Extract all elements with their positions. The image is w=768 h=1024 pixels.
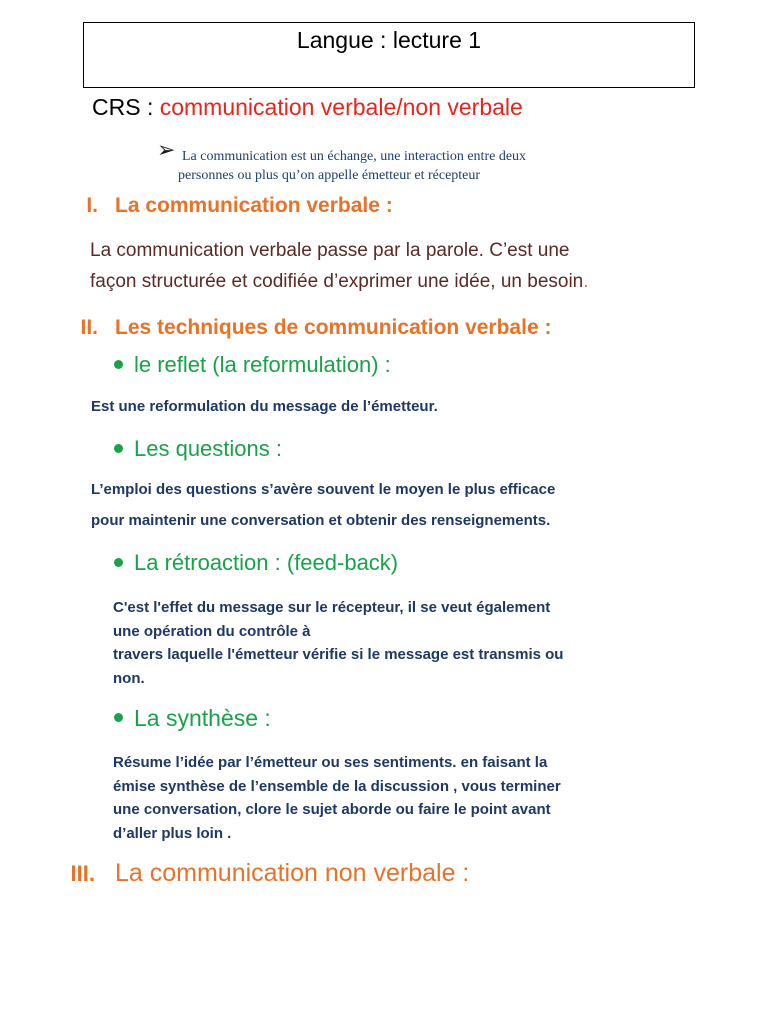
technique-synthese-text: Résume l’idée par l’émetteur ou ses sentiments. en faisant la émise synthèse de l’ensemble de la discussion , vous terminer une conversation, clore le sujet aborde ou faire le point avant d’aller plus loin . xyxy=(113,754,561,842)
section-2-number: II. xyxy=(80,316,98,339)
bullet-dot-icon xyxy=(114,713,123,722)
technique-synthese: La synthèse : xyxy=(114,705,271,732)
technique-questions-line-1: L’emploi des questions s’avère souvent le moyen le plus efficace xyxy=(91,481,556,498)
course-prefix: CRS : xyxy=(92,94,154,120)
section-1-line-1: La communication verbale passe par la parole. C’est une xyxy=(90,240,570,261)
bullet-dot-icon xyxy=(114,558,123,567)
title-box xyxy=(83,22,695,88)
bullet-dot-icon xyxy=(114,444,123,453)
section-1-line-2: façon structurée et codifiée d’exprimer une idée, un besoin. xyxy=(90,271,589,292)
section-3-title: La communication non verbale : xyxy=(115,859,470,887)
technique-reflet: le reflet (la reformulation) : xyxy=(114,352,391,378)
technique-retroaction: La rétroaction : (feed-back) xyxy=(114,550,398,576)
intro-line-2: personnes ou plus qu’on appelle émetteur et récepteur xyxy=(178,168,481,183)
section-1-paragraph xyxy=(90,235,589,297)
section-2-title: Les techniques de communication verbale : xyxy=(115,316,552,339)
technique-questions: Les questions : xyxy=(114,436,282,462)
intro-line-1: La communication est un échange, une interaction entre deux xyxy=(182,149,527,164)
section-1-title: La communication verbale : xyxy=(115,194,393,217)
arrow-bullet-icon: ➢ xyxy=(157,137,176,162)
section-3-number: III. xyxy=(70,861,95,886)
course-subject: communication verbale/non verbale xyxy=(159,94,523,120)
technique-reflet-text: Est une reformulation du message de l’émetteur. xyxy=(91,398,438,415)
technique-retroaction-text: C'est l'effet du message sur le récepteur, il se veut également une opération du contrôle à travers laquelle l'émetteur vérifie si le message est transmis ou non. xyxy=(113,599,564,687)
section-1-number: I. xyxy=(86,194,98,217)
bullet-dot-icon xyxy=(114,360,123,369)
technique-questions-line-2: pour maintenir une conversation et obtenir des renseignements. xyxy=(91,512,551,529)
page-title: Langue : lecture 1 xyxy=(296,27,482,53)
course-line xyxy=(92,94,523,121)
